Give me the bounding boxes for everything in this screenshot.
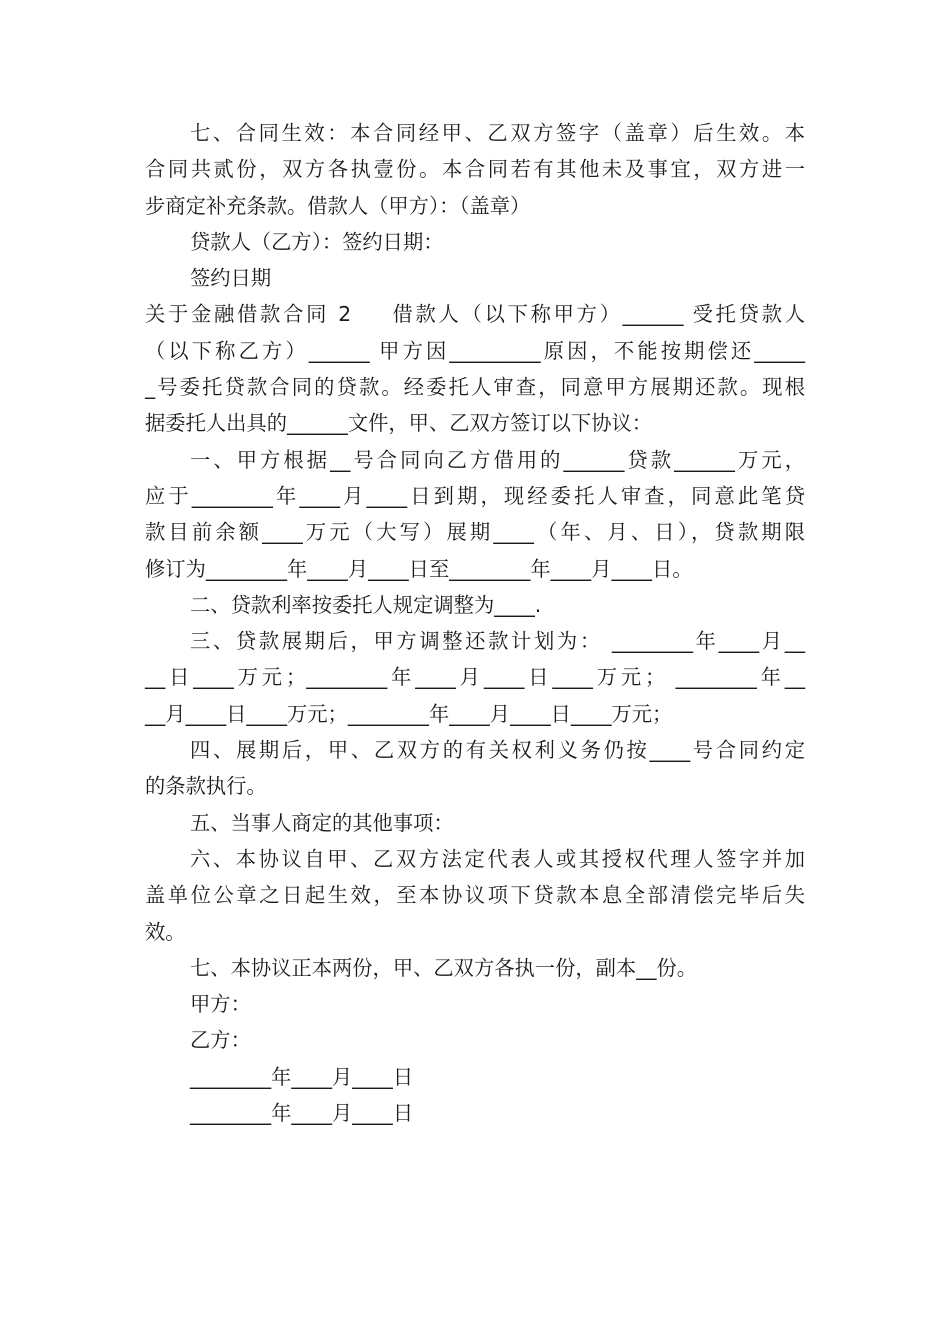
text-line: __日____万元；________年____月____日____万元； ________年__ xyxy=(145,665,805,690)
text-line: _号委托贷款合同的贷款。经委托人审查，同意甲方展期还款。现根 xyxy=(145,375,805,400)
text-line: 七、合同生效：本合同经甲、乙双方签字（盖章）后生效。本 xyxy=(190,121,805,145)
text-line: （以下称乙方）______ 甲方因_________原因，不能按期偿还_____ xyxy=(145,338,805,363)
text-line: 步商定补充条款。借款人（甲方）：（盖章） xyxy=(145,193,531,218)
text-line: 甲方： xyxy=(190,992,251,1017)
text-line: 签约日期 xyxy=(190,266,272,291)
text-line: 乙方： xyxy=(190,1028,251,1053)
document-page xyxy=(145,115,805,1131)
text-line: 关于金融借款合同 2 借款人（以下称甲方）______ 受托贷款人 xyxy=(145,302,805,327)
text-line: 修订为________年____月____日至________年____月____日。 xyxy=(145,556,693,581)
text-line: 贷款人（乙方）：签约日期： xyxy=(190,229,444,254)
text-line: 据委托人出具的______文件，甲、乙双方签订以下协议： xyxy=(145,411,653,436)
text-line: 四、展期后，甲、乙双方的有关权利义务仍按____号合同约定 xyxy=(190,738,805,763)
text-line: 三、贷款展期后，甲方调整还款计划为： ________年____月__ xyxy=(190,629,805,654)
text-line: 二、贷款利率按委托人规定调整为____. xyxy=(190,592,542,617)
text-line: __月____日____万元；________年____月____日____万元； xyxy=(145,701,673,726)
text-line: 六、本协议自甲、乙双方法定代表人或其授权代理人签字并加 xyxy=(190,846,805,871)
text-line: 一、甲方根据__号合同向乙方借用的______贷款______万元， xyxy=(190,447,805,472)
text-line: 盖单位公章之日起生效，至本协议项下贷款本息全部清偿完毕后失 xyxy=(145,883,805,908)
text-line: 七、本协议正本两份，甲、乙双方各执一份，副本__份。 xyxy=(190,955,698,980)
text-line: ________年____月____日 xyxy=(190,1064,414,1089)
text-line: 合同共贰份，双方各执壹份。本合同若有其他未及事宜，双方进一 xyxy=(145,157,805,182)
text-line: 五、当事人商定的其他事项： xyxy=(190,810,454,835)
text-line: 的条款执行。 xyxy=(145,774,267,799)
text-line: 应于________年____月____日到期，现经委托人审查，同意此笔贷 xyxy=(145,483,805,508)
text-line: 款目前余额____万元（大写）展期____（年、月、日），贷款期限 xyxy=(145,520,805,545)
text-line: ________年____月____日 xyxy=(190,1101,414,1126)
text-line: 效。 xyxy=(145,919,186,944)
